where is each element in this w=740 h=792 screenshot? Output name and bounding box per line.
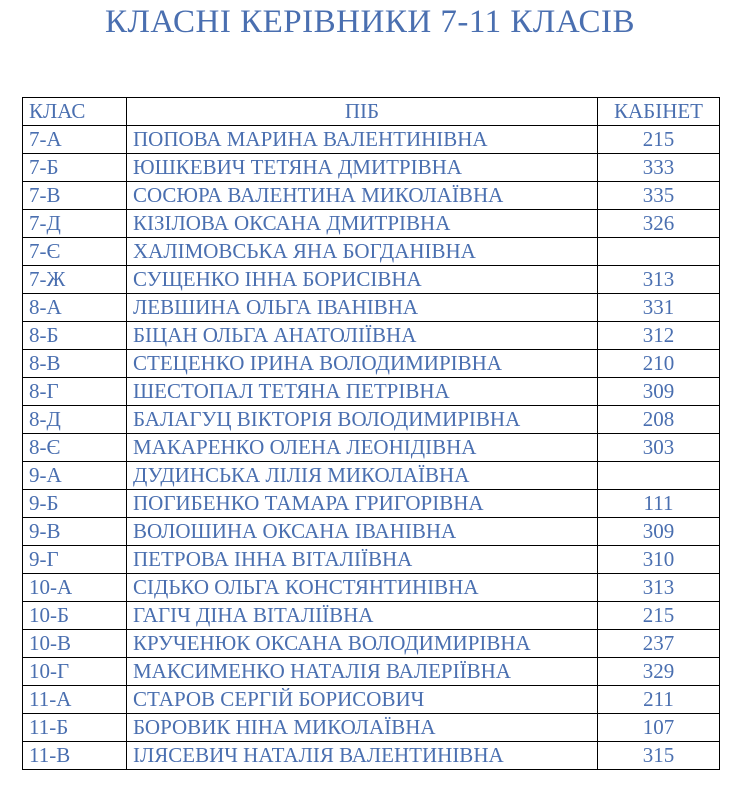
table-row [23, 546, 720, 574]
class-cell: 10-Г [23, 658, 127, 686]
class-cell: 7-В [23, 182, 127, 210]
class-cell: 9-Г [23, 546, 127, 574]
table-row [23, 742, 720, 770]
table-row [23, 574, 720, 602]
teacher-name-cell: КРУЧЕНЮК ОКСАНА ВОЛОДИМИРІВНА [127, 630, 598, 658]
room-cell: 331 [598, 294, 720, 322]
teacher-name-cell: СТЕЦЕНКО ІРИНА ВОЛОДИМИРІВНА [127, 350, 598, 378]
room-cell: 210 [598, 350, 720, 378]
table-row [23, 490, 720, 518]
teacher-name-cell: ЮШКЕВИЧ ТЕТЯНА ДМИТРІВНА [127, 154, 598, 182]
teacher-name-cell: ХАЛІМОВСЬКА ЯНА БОГДАНІВНА [127, 238, 598, 266]
room-cell: 211 [598, 686, 720, 714]
table-row [23, 238, 720, 266]
teacher-name-cell: ШЕСТОПАЛ ТЕТЯНА ПЕТРІВНА [127, 378, 598, 406]
teacher-name-cell: БІЦАН ОЛЬГА АНАТОЛІЇВНА [127, 322, 598, 350]
room-cell: 329 [598, 658, 720, 686]
table-row [23, 126, 720, 154]
class-cell: 8-Г [23, 378, 127, 406]
room-cell: 309 [598, 378, 720, 406]
teacher-name-cell: ПОПОВА МАРИНА ВАЛЕНТИНІВНА [127, 126, 598, 154]
class-cell: 7-Є [23, 238, 127, 266]
room-cell: 312 [598, 322, 720, 350]
teacher-name-cell: СІДЬКО ОЛЬГА КОНСТЯНТИНІВНА [127, 574, 598, 602]
teacher-name-cell: БАЛАГУЦ ВІКТОРІЯ ВОЛОДИМИРІВНА [127, 406, 598, 434]
table-body [23, 126, 720, 770]
room-cell [598, 462, 720, 490]
table-row [23, 630, 720, 658]
table-row [23, 406, 720, 434]
room-cell: 107 [598, 714, 720, 742]
teacher-name-cell: ВОЛОШИНА ОКСАНА ІВАНІВНА [127, 518, 598, 546]
class-teachers-table [22, 97, 720, 770]
teacher-name-cell: МАКАРЕНКО ОЛЕНА ЛЕОНІДІВНА [127, 434, 598, 462]
class-cell: 9-Б [23, 490, 127, 518]
teacher-name-cell: БОРОВИК НІНА МИКОЛАЇВНА [127, 714, 598, 742]
class-cell: 11-В [23, 742, 127, 770]
room-cell: 315 [598, 742, 720, 770]
table-header-row [23, 98, 720, 126]
table-row [23, 182, 720, 210]
room-cell: 215 [598, 126, 720, 154]
table-row [23, 378, 720, 406]
class-cell: 8-В [23, 350, 127, 378]
table-row [23, 266, 720, 294]
teacher-name-cell: МАКСИМЕНКО НАТАЛІЯ ВАЛЕРІЇВНА [127, 658, 598, 686]
class-cell: 11-А [23, 686, 127, 714]
table-row [23, 602, 720, 630]
teacher-name-cell: КІЗІЛОВА ОКСАНА ДМИТРІВНА [127, 210, 598, 238]
class-cell: 8-Д [23, 406, 127, 434]
class-cell: 8-Є [23, 434, 127, 462]
page-title: КЛАСНІ КЕРІВНИКИ 7-11 КЛАСІВ [104, 4, 636, 40]
table-row [23, 686, 720, 714]
teacher-name-cell: ДУДИНСЬКА ЛІЛІЯ МИКОЛАЇВНА [127, 462, 598, 490]
room-cell: 313 [598, 266, 720, 294]
room-cell: 303 [598, 434, 720, 462]
room-cell: 111 [598, 490, 720, 518]
teacher-name-cell: СОСЮРА ВАЛЕНТИНА МИКОЛАЇВНА [127, 182, 598, 210]
teacher-name-cell: ІЛЯСЕВИЧ НАТАЛІЯ ВАЛЕНТИНІВНА [127, 742, 598, 770]
teacher-name-cell: ПЕТРОВА ІННА ВІТАЛІЇВНА [127, 546, 598, 574]
class-cell: 10-А [23, 574, 127, 602]
room-cell: 237 [598, 630, 720, 658]
table-row [23, 462, 720, 490]
class-cell: 8-Б [23, 322, 127, 350]
table-row [23, 434, 720, 462]
room-cell: 208 [598, 406, 720, 434]
table-row [23, 714, 720, 742]
class-cell: 7-Б [23, 154, 127, 182]
column-header-class: КЛАС [23, 98, 127, 126]
teacher-name-cell: ПОГИБЕНКО ТАМАРА ГРИГОРІВНА [127, 490, 598, 518]
table-row [23, 658, 720, 686]
column-header-name: ПІБ [127, 98, 598, 126]
teacher-name-cell: СТАРОВ СЕРГІЙ БОРИСОВИЧ [127, 686, 598, 714]
class-cell: 7-Д [23, 210, 127, 238]
table-row [23, 518, 720, 546]
class-cell: 9-В [23, 518, 127, 546]
teacher-name-cell: ГАГІЧ ДІНА ВІТАЛІЇВНА [127, 602, 598, 630]
class-cell: 11-Б [23, 714, 127, 742]
table-row [23, 210, 720, 238]
room-cell: 215 [598, 602, 720, 630]
room-cell: 335 [598, 182, 720, 210]
room-cell: 313 [598, 574, 720, 602]
column-header-room: КАБІНЕТ [598, 98, 720, 126]
class-cell: 7-Ж [23, 266, 127, 294]
room-cell: 333 [598, 154, 720, 182]
room-cell: 310 [598, 546, 720, 574]
room-cell: 326 [598, 210, 720, 238]
room-cell: 309 [598, 518, 720, 546]
class-cell: 8-А [23, 294, 127, 322]
teacher-name-cell: ЛЕВШИНА ОЛЬГА ІВАНІВНА [127, 294, 598, 322]
class-cell: 10-В [23, 630, 127, 658]
class-cell: 9-А [23, 462, 127, 490]
table-row [23, 322, 720, 350]
teacher-name-cell: СУЩЕНКО ІННА БОРИСІВНА [127, 266, 598, 294]
table-row [23, 294, 720, 322]
class-cell: 10-Б [23, 602, 127, 630]
class-cell: 7-А [23, 126, 127, 154]
room-cell [598, 238, 720, 266]
table-row [23, 350, 720, 378]
table-row [23, 154, 720, 182]
